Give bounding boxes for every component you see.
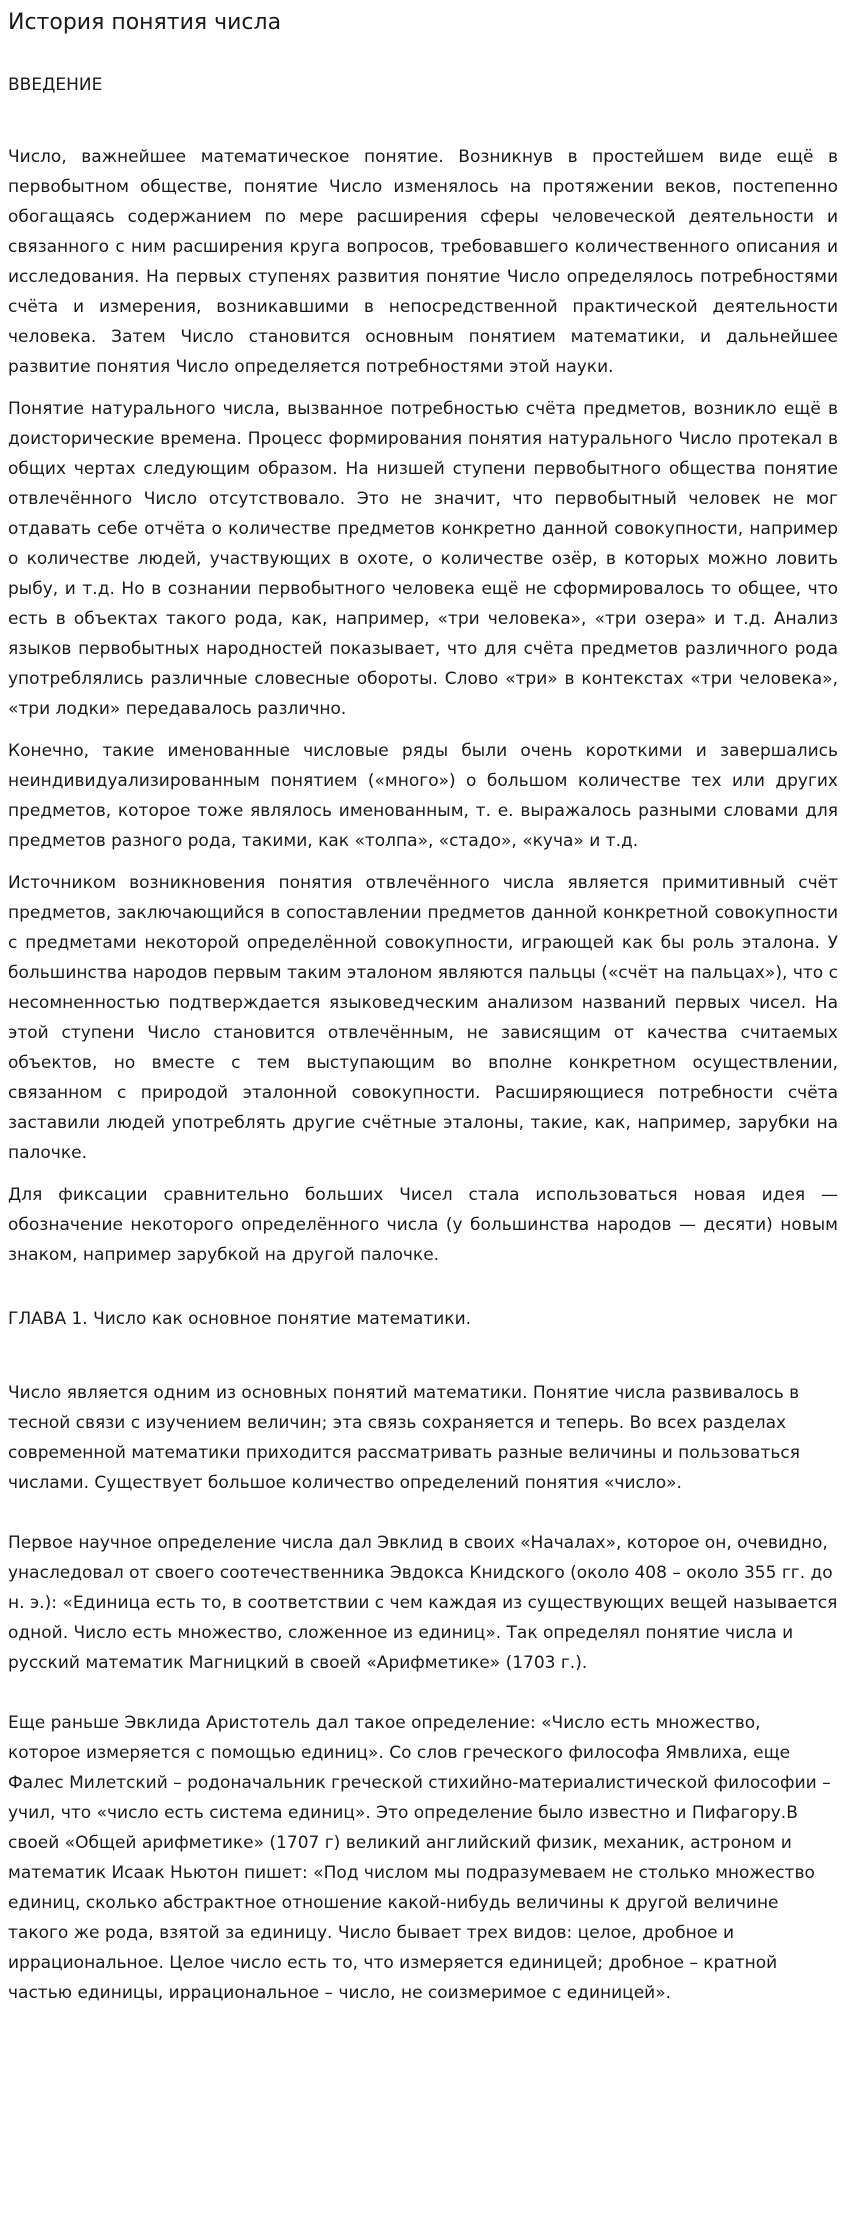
intro-paragraph-3: Конечно, такие именованные числовые ряды были очень короткими и завершались неиндивидуализированным понятием («много») о большом количестве тех или других предметов, которое тоже являлось именованным, т. е. выражалось разными словами для предметов разного рода, такими, как «толпа», «стадо», «куча» и т.д.	[8, 741, 838, 851]
chapter-paragraph-3: Еще раньше Эвклида Аристотель дал такое определение: «Число есть множество, которое измеряется с помощью единиц». Со слов греческого философа Ямвлиха, еще Фалес Милетский – родоначальник греческой стихийно-материалистической философии – учил, что «число есть система единиц». Это определение было известно и Пифагору.В своей «Общей арифметике» (1707 г) великий английский физик, механик, астроном и математик Исаак Ньютон пишет: «Под числом мы подразумеваем не столько множество единиц, сколько абстрактное отношение какой-нибудь величины к другой величине такого же рода, взятой за единицу. Число бывает трех видов: целое, дробное и иррациональное. Целое число есть то, что измеряется единицей; дробное – кратной частью единицы, иррациональное – число, не соизмеримое с единицей».	[8, 1713, 831, 2003]
chapter-paragraph-2: Первое научное определение числа дал Эвклид в своих «Началах», которое он, очевидно, унаследовал от своего соотечественника Эвдокса Книдского (около 408 – около 355 гг. до н. э.): «Единица есть то, в соответствии с чем каждая из существующих вещей называется одной. Число есть множество, сложенное из единиц». Так определял понятие числа и русский математик Магницкий в своей «Арифметике» (1703 г.).	[8, 1533, 838, 1673]
intro-paragraph-2: Понятие натурального числа, вызванное потребностью счёта предметов, возникло ещё в доисторические времена. Процесс формирования понятия натурального Число протекал в общих чертах следующим образом. На низшей ступени первобытного общества понятие отвлечённого Число отсутствовало. Это не значит, что первобытный человек не мог отдавать себе отчёта о количестве предметов конкретно данной совокупности, например о количестве людей, участвующих в охоте, о количестве озёр, в которых можно ловить рыбу, и т.д. Но в сознании первобытного человека ещё не сформировалось то общее, что есть в объектах такого рода, как, например, «три человека», «три озера» и т.д. Анализ языков первобытных народностей показывает, что для счёта предметов различного рода употреблялись различные словесные обороты. Слово «три» в контекстах «три человека», «три лодки» передавалось различно.	[8, 399, 838, 719]
intro-paragraph-1: Число, важнейшее математическое понятие. Возникнув в простейшем виде ещё в первобытном обществе, понятие Число изменялось на протяжении веков, постепенно обогащаясь содержанием по мере расширения сферы человеческой деятельности и связанного с ним расширения круга вопросов, требовавшего количественного описания и исследования. На первых ступенях развития понятие Число определялось потребностями счёта и измерения, возникавшими в непосредственной практической деятельности человека. Затем Число становится основным понятием математики, и дальнейшее развитие понятия Число определяется потребностями этой науки.	[8, 147, 838, 377]
document-page	[0, 10, 838, 2008]
chapter-1-section	[8, 1378, 838, 2008]
chapter-paragraph-1: Число является одним из основных понятий математики. Понятие числа развивалось в тесной связи с изучением величин; эта связь сохраняется и теперь. Во всех разделах современной математики приходится рассматривать разные величины и пользоваться числами. Существует большое количество определений понятия «число».	[8, 1383, 800, 1493]
intro-section	[8, 142, 838, 1270]
intro-paragraph-4: Источником возникновения понятия отвлечённого числа является примитивный счёт предметов, заключающийся в сопоставлении предметов данной конкретной совокупности с предметами некоторой определённой совокупности, играющей как бы роль эталона. У большинства народов первым таким эталоном являются пальцы («счёт на пальцах»), что с несомненностью подтверждается языковедческим анализом названий первых чисел. На этой ступени Число становится отвлечённым, не зависящим от качества считаемых объектов, но вместе с тем выступающим во вполне конкретном осуществлении, связанном с природой эталонной совокупности. Расширяющиеся потребности счёта заставили людей употреблять другие счётные эталоны, такие, как, например, зарубки на палочке.	[8, 873, 838, 1163]
chapter-1-heading: ГЛАВА 1. Число как основное понятие математики.	[8, 1309, 472, 1329]
document-title: История понятия числа	[8, 10, 282, 35]
intro-heading: ВВЕДЕНИЕ	[8, 75, 103, 95]
intro-paragraph-5: Для фиксации сравнительно больших Чисел стала использоваться новая идея — обозначение некоторого определённого числа (у большинства народов — десяти) новым знаком, например зарубкой на другой палочке.	[8, 1185, 838, 1265]
